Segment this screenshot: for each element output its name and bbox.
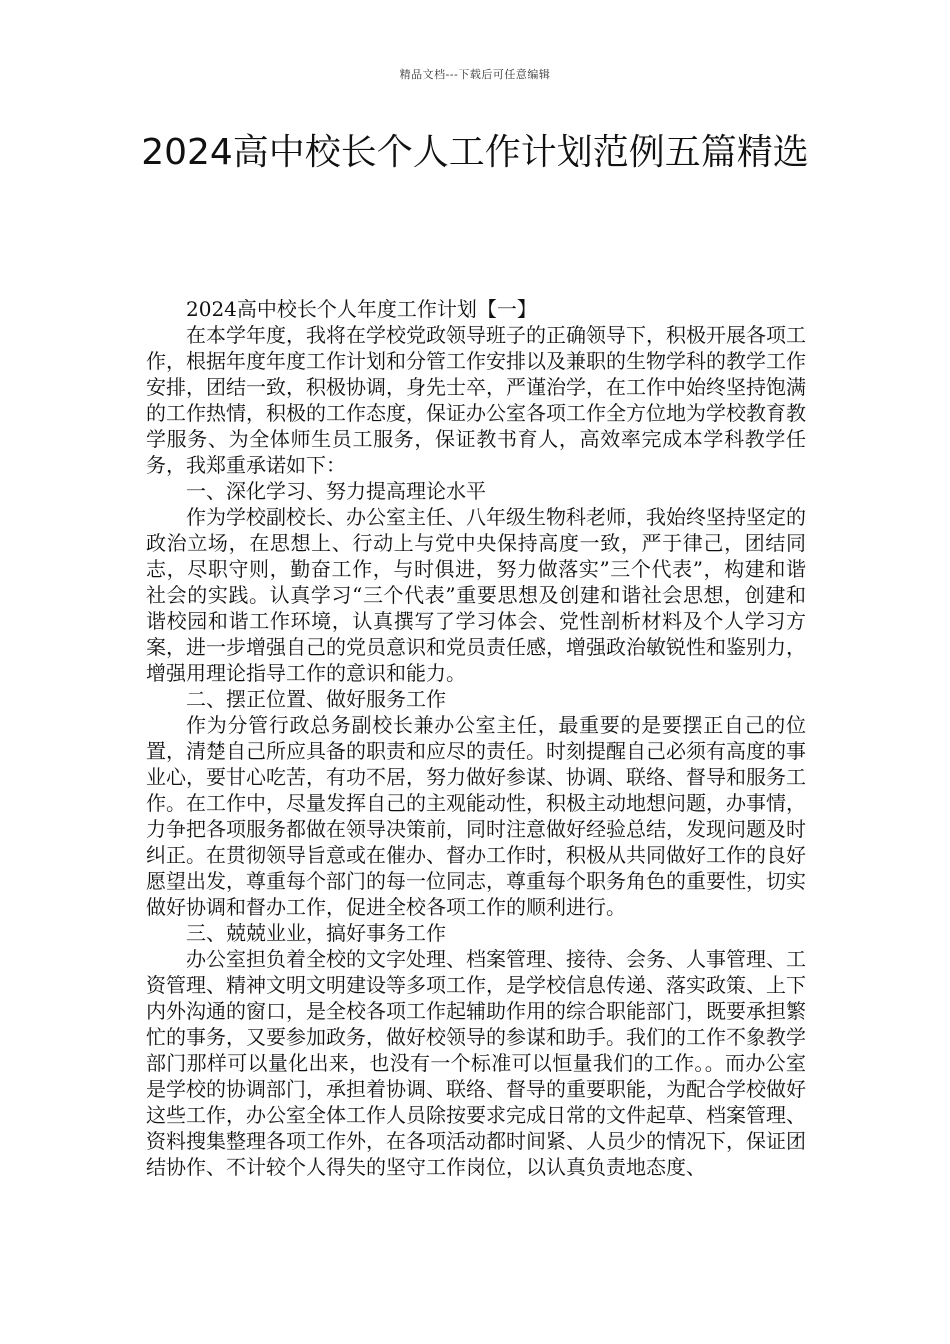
- part2-paragraph: 作为分管行政总务副校长兼办公室主任，最重要的是要摆正自己的位置，清楚自己所应具备的职责和应尽的责任。时刻提醒自己必须有高度的事业心，要甘心吃苦，有功不居，努力做好参谋、协调、联络、督导和服务工作。在工作中，尽量发挥自己的主观能动性，积极主动地想问题，办事情，力争把各项服务都做在领导决策前，同时注意做好经验总结，发现问题及时纠正。在贯彻领导旨意或在催办、督办工作时，积极从共同做好工作的良好愿望出发，尊重每个部门的每一位同志，尊重每个职务角色的重要性，切实做好协调和督办工作，促进全校各项工作的顺利进行。: [146, 713, 806, 919]
- part2-heading: 二、摆正位置、做好服务工作: [186, 687, 446, 711]
- header-note: 精品文档---下载后可任意编辑: [399, 68, 551, 81]
- part1-paragraph: 作为学校副校长、办公室主任、八年级生物科老师，我始终坚持坚定的政治立场，在思想上、行动上与党中央保持高度一致，严于律己，团结同志，尽职守则，勤奋工作，与时俱进，努力做落实”三个代表”，构建和谐社会的实践。认真学习“三个代表”重要思想及创建和谐社会思想，创建和谐校园和谐工作环境，认真撰写了学习体会、党性剖析材料及个人学习方案，进一步增强自己的党员意识和党员责任感，增强政治敏锐性和鉴别力，增强用理论指导工作的意识和能力。: [146, 505, 806, 685]
- document-title: 2024高中校长个人工作计划范例五篇精选: [141, 132, 809, 173]
- section-heading: 2024高中校长个人年度工作计划【一】: [186, 297, 537, 321]
- part3-paragraph: 办公室担负着全校的文字处理、档案管理、接待、会务、人事管理、工资管理、精神文明文明建设等多项工作，是学校信息传递、落实政策、上下内外沟通的窗口，是全校各项工作起辅助作用的综合职能部门，既要承担繁忙的事务，又要参加政务，做好校领导的参谋和助手。我们的工作不象教学部门那样可以量化出来，也没有一个标准可以恒量我们的工作。。而办公室是学校的协调部门，承担着协调、联络、督导的重要职能，为配合学校做好这些工作，办公室全体工作人员除按要求完成日常的文件起草、档案管理、资料搜集整理各项工作外，在各项活动都时间紧、人员少的情况下，保证团结协作、不计较个人得失的坚守工作岗位，以认真负责地态度、: [146, 947, 806, 1179]
- document-body: [146, 296, 806, 1180]
- part3-heading: 三、兢兢业业，搞好事务工作: [186, 921, 446, 945]
- part1-heading: 一、深化学习、努力提高理论水平: [186, 479, 486, 503]
- intro-paragraph: 在本学年度，我将在学校党政领导班子的正确领导下，积极开展各项工作，根据年度年度工作计划和分管工作安排以及兼职的生物学科的教学工作安排，团结一致，积极协调，身先士卒，严谨治学，在工作中始终坚持饱满的工作热情，积极的工作态度，保证办公室各项工作全方位地为学校教育教学服务、为全体师生员工服务，保证教书育人，高效率完成本学科教学任务，我郑重承诺如下：: [146, 323, 806, 477]
